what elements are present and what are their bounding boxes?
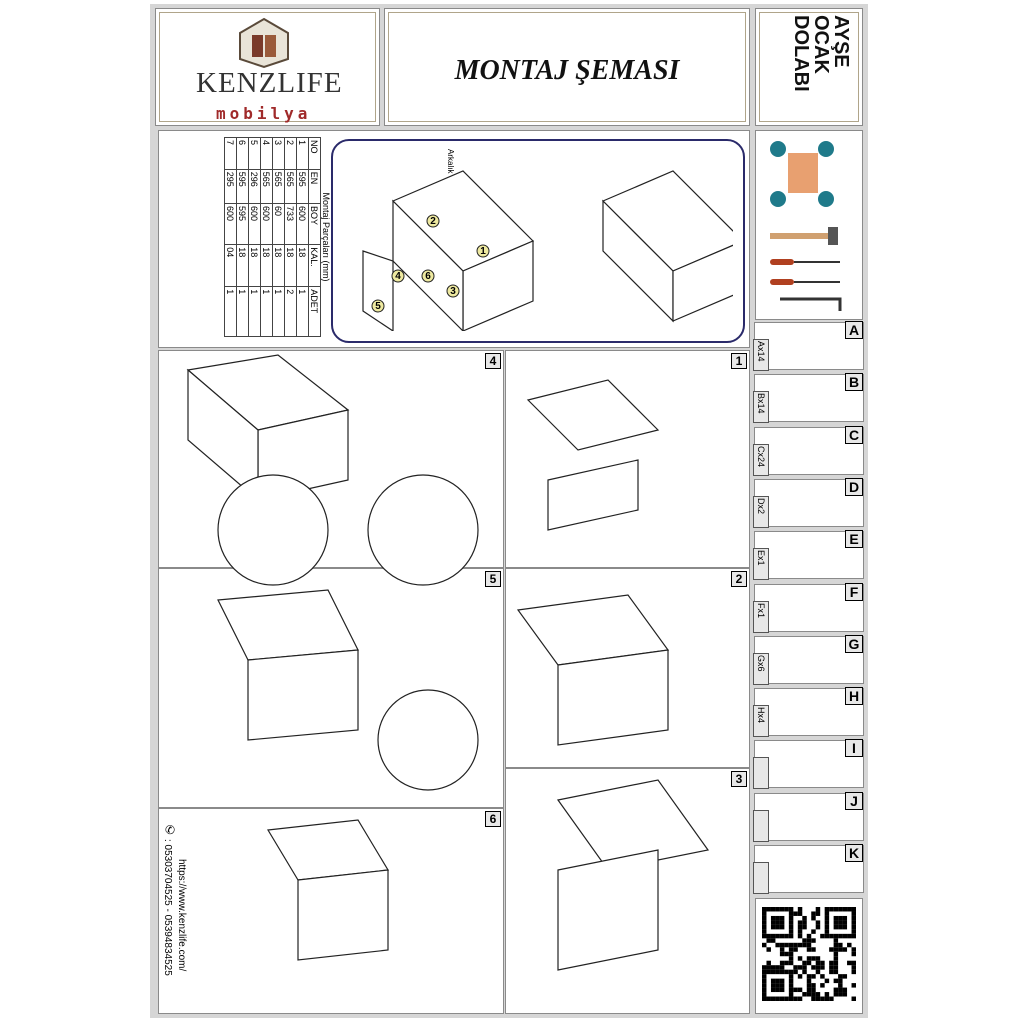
step-number: 2 — [731, 571, 747, 587]
svg-text:1: 1 — [480, 246, 486, 257]
step-number: 5 — [485, 571, 501, 587]
hardware-qty: Fx1 — [756, 602, 766, 618]
hardware-item-g — [754, 636, 864, 684]
hardware-item-h — [754, 688, 864, 736]
table-row — [225, 138, 237, 337]
hardware-qty-tag — [753, 496, 769, 528]
hardware-letter: D — [845, 478, 863, 496]
table-cell: 6 — [237, 138, 249, 170]
table-cell: 18 — [237, 245, 249, 287]
table-cell: 1 — [297, 287, 309, 337]
svg-text:6: 6 — [425, 271, 431, 282]
table-cell: 565 — [273, 169, 285, 203]
website-url: https://www.kenzlife.com/ — [176, 859, 187, 972]
assembly-drawings — [158, 350, 750, 1014]
title-box — [384, 8, 750, 126]
hardware-qty-tag — [753, 444, 769, 476]
table-cell: 18 — [297, 245, 309, 287]
hardware-item-k — [754, 845, 864, 893]
table-cell: 733 — [285, 204, 297, 245]
hardware-letter: E — [845, 530, 863, 548]
hardware-letter: I — [845, 739, 863, 757]
table-cell: 565 — [285, 169, 297, 203]
table-cell: 18 — [285, 245, 297, 287]
overview-panel — [331, 139, 745, 343]
hardware-qty: Ax14 — [756, 341, 766, 362]
table-cell: 600 — [225, 204, 237, 245]
hardware-letter: H — [845, 687, 863, 705]
table-cell: 1 — [273, 287, 285, 337]
table-cell: 595 — [237, 169, 249, 203]
svg-text:2: 2 — [430, 216, 436, 227]
table-cell: 5 — [249, 138, 261, 170]
svg-text:3: 3 — [450, 286, 456, 297]
table-cell: 1 — [225, 287, 237, 337]
parts-table-header: NO — [309, 138, 321, 170]
product-name: AYŞE OCAK DOLABI — [790, 15, 852, 92]
svg-text:5: 5 — [375, 301, 381, 312]
hardware-qty: Ex1 — [756, 550, 766, 566]
table-row — [297, 138, 309, 337]
qr-code-icon — [762, 907, 856, 1001]
hardware-qty: Bx14 — [756, 393, 766, 414]
hardware-letter: B — [845, 373, 863, 391]
table-cell: 60 — [273, 204, 285, 245]
logo-box — [155, 8, 380, 126]
parts-table-heading: Montaj Parçaları (mm) — [321, 192, 331, 282]
hardware-qty-tag — [753, 339, 769, 371]
table-cell: 1 — [249, 287, 261, 337]
parts-table-header: ADET — [309, 287, 321, 337]
hardware-letter: G — [845, 635, 863, 653]
product-box — [755, 8, 863, 126]
tools-icon — [760, 135, 860, 315]
table-cell: 04 — [225, 245, 237, 287]
table-cell: 1 — [237, 287, 249, 337]
hardware-qty: Dx2 — [756, 497, 766, 514]
step-number: 6 — [485, 811, 501, 827]
tools-box — [755, 130, 863, 320]
step-number: 1 — [731, 353, 747, 369]
table-cell: 18 — [273, 245, 285, 287]
house-logo-icon — [236, 17, 292, 69]
table-row — [249, 138, 261, 337]
brand-name: KENZLIFE — [196, 67, 343, 99]
cabinet-overview-drawing — [353, 161, 733, 331]
hardware-qty-tag — [753, 548, 769, 580]
hardware-letter: F — [845, 583, 863, 601]
table-row — [261, 138, 273, 337]
parts-table-header: KAL. — [309, 245, 321, 287]
hardware-item-d — [754, 479, 864, 527]
parts-table-header: EN — [309, 169, 321, 203]
table-cell: 295 — [225, 169, 237, 203]
hardware-qty: Gx6 — [756, 654, 766, 672]
hardware-letter: A — [845, 321, 863, 339]
hardware-qty-tag — [753, 653, 769, 685]
hardware-letter: J — [845, 792, 863, 810]
parts-table — [224, 137, 321, 337]
table-cell: 595 — [297, 169, 309, 203]
table-row — [273, 138, 285, 337]
table-row — [237, 138, 249, 337]
table-cell: 600 — [261, 204, 273, 245]
hardware-qty-tag — [753, 391, 769, 423]
phone-numbers: : 05303704525 - 05394834525 — [162, 839, 173, 976]
step-number: 3 — [731, 771, 747, 787]
brand-subtitle: mobilya — [216, 104, 312, 123]
table-cell: 2 — [285, 138, 297, 170]
hardware-item-e — [754, 531, 864, 579]
hardware-item-f — [754, 584, 864, 632]
qr-code-box — [755, 898, 863, 1014]
parts-table-header: BOY — [309, 204, 321, 245]
hardware-qty-tag — [753, 757, 769, 789]
hardware-qty-tag — [753, 705, 769, 737]
page-title: MONTAJ ŞEMASI — [454, 55, 680, 86]
table-cell: 296 — [249, 169, 261, 203]
hardware-qty: Cx24 — [756, 445, 766, 467]
hardware-qty-tag — [753, 862, 769, 894]
table-cell: 18 — [261, 245, 273, 287]
overview-label: Arkalık — [446, 149, 455, 174]
hardware-qty: Hx4 — [756, 707, 766, 724]
hardware-item-c — [754, 427, 864, 475]
hardware-qty-tag — [753, 810, 769, 842]
hardware-qty-tag — [753, 601, 769, 633]
hardware-item-b — [754, 374, 864, 422]
hardware-item-i — [754, 740, 864, 788]
table-cell: 1 — [297, 138, 309, 170]
table-cell: 600 — [249, 204, 261, 245]
table-cell: 3 — [273, 138, 285, 170]
table-cell: 4 — [261, 138, 273, 170]
step-number: 4 — [485, 353, 501, 369]
table-cell: 600 — [297, 204, 309, 245]
hardware-item-a — [754, 322, 864, 370]
table-cell: 595 — [237, 204, 249, 245]
table-cell: 18 — [249, 245, 261, 287]
svg-text:4: 4 — [395, 271, 401, 282]
table-cell: 1 — [261, 287, 273, 337]
hardware-letter: C — [845, 426, 863, 444]
table-cell: 2 — [285, 287, 297, 337]
hardware-item-j — [754, 793, 864, 841]
table-cell: 7 — [225, 138, 237, 170]
phone-icon: ✆ — [165, 823, 176, 837]
table-row — [285, 138, 297, 337]
table-cell: 565 — [261, 169, 273, 203]
overview-box — [158, 130, 750, 348]
hardware-letter: K — [845, 844, 863, 862]
